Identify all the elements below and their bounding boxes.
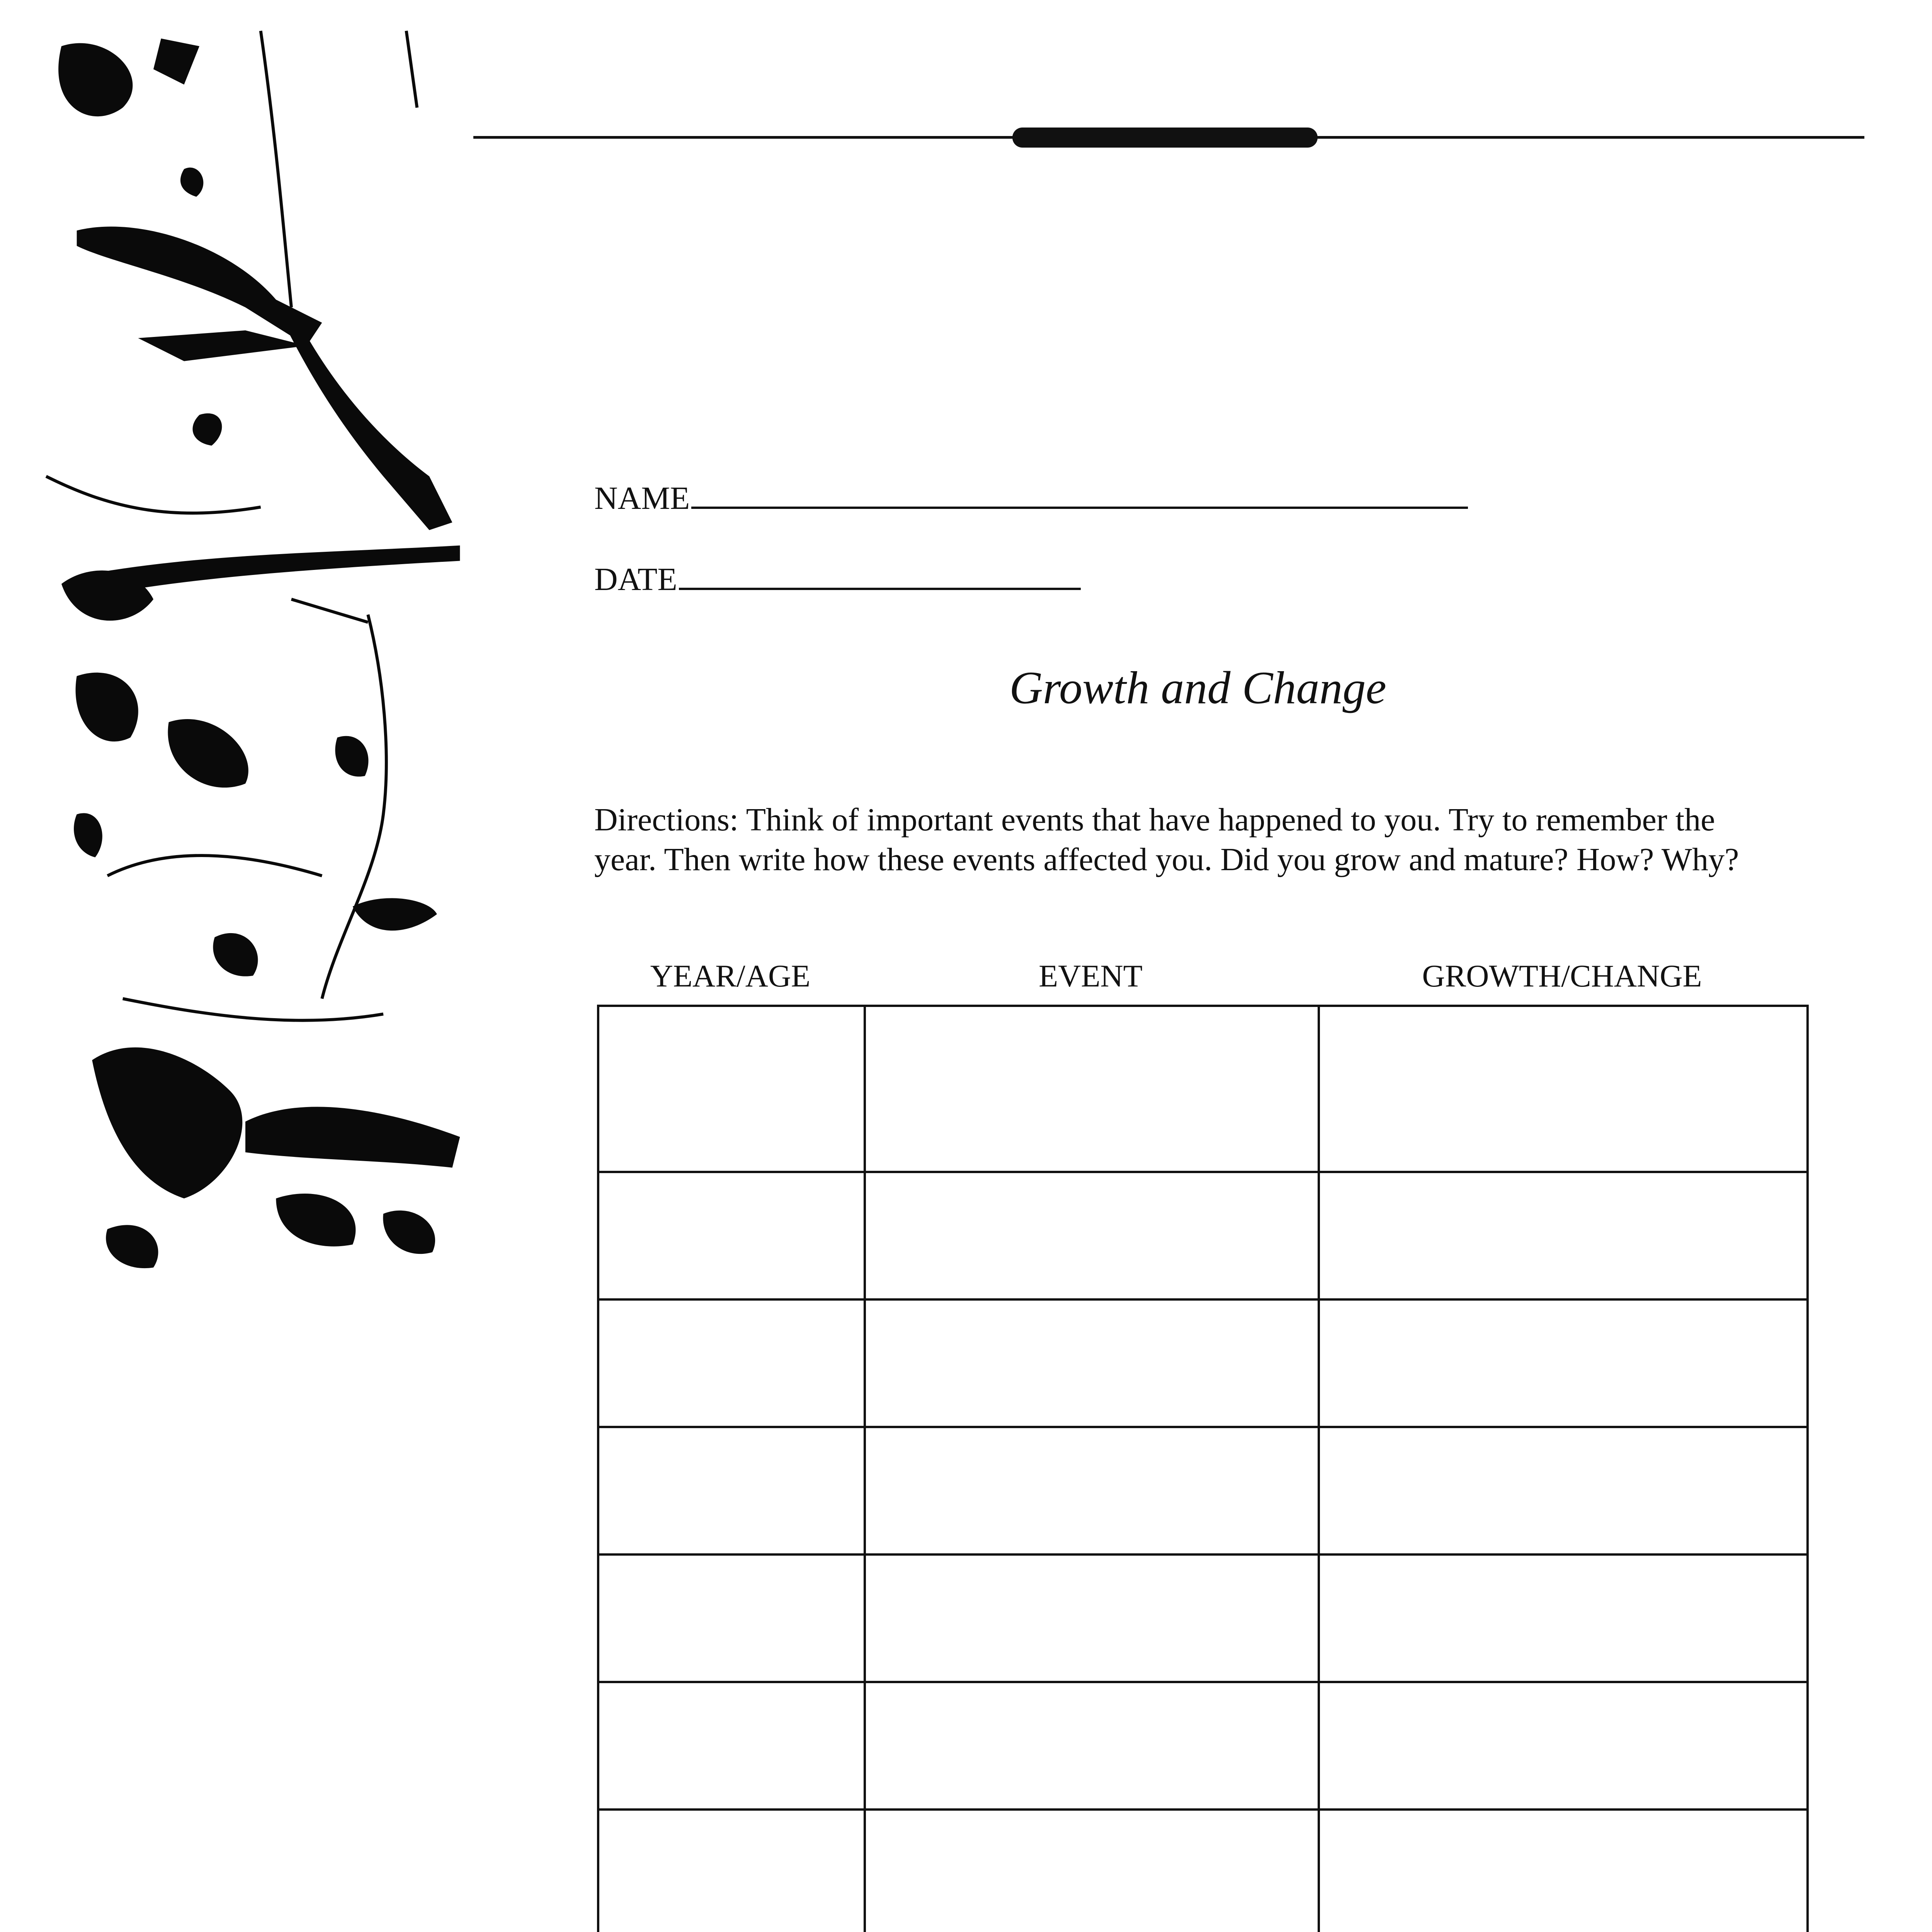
column-header-year-age: YEAR/AGE [650, 958, 811, 993]
events-table [597, 1005, 1809, 1932]
column-header-event: EVENT [1039, 958, 1143, 993]
table-row [598, 1554, 1808, 1682]
date-label: DATE [594, 561, 677, 597]
year-age-cell[interactable] [598, 1427, 865, 1554]
date-field [594, 563, 1081, 596]
table-row [598, 1682, 1808, 1810]
growth-change-cell[interactable] [1319, 1006, 1808, 1172]
year-age-cell[interactable] [598, 1554, 865, 1682]
year-age-cell[interactable] [598, 1006, 865, 1172]
year-age-cell[interactable] [598, 1299, 865, 1427]
growth-change-cell[interactable] [1319, 1554, 1808, 1682]
marble-texture-border [15, 15, 475, 1291]
table-row [598, 1172, 1808, 1299]
date-blank-line[interactable] [679, 565, 1081, 590]
name-blank-line[interactable] [691, 484, 1468, 509]
event-cell[interactable] [865, 1682, 1319, 1810]
growth-change-cell[interactable] [1319, 1172, 1808, 1299]
header-rule-accent [1012, 128, 1318, 148]
name-label: NAME [594, 480, 690, 516]
table-row [598, 1427, 1808, 1554]
year-age-cell[interactable] [598, 1810, 865, 1932]
table-row [598, 1299, 1808, 1427]
year-age-cell[interactable] [598, 1172, 865, 1299]
event-cell[interactable] [865, 1554, 1319, 1682]
worksheet-title: Growth and Change [1009, 662, 1386, 713]
table-row [598, 1810, 1808, 1932]
column-header-growth-change: GROWTH/CHANGE [1422, 958, 1702, 993]
name-field [594, 482, 1468, 515]
event-cell[interactable] [865, 1172, 1319, 1299]
growth-change-cell[interactable] [1319, 1427, 1808, 1554]
event-cell[interactable] [865, 1299, 1319, 1427]
event-cell[interactable] [865, 1427, 1319, 1554]
growth-change-cell[interactable] [1319, 1682, 1808, 1810]
table-row [598, 1006, 1808, 1172]
event-cell[interactable] [865, 1006, 1319, 1172]
event-cell[interactable] [865, 1810, 1319, 1932]
directions-text: Directions: Think of important events that have happened to you. Try to remember the year. Then write how these events affected you. Did you grow and mature? How? Why? [594, 802, 1739, 878]
growth-change-cell[interactable] [1319, 1810, 1808, 1932]
growth-change-cell[interactable] [1319, 1299, 1808, 1427]
year-age-cell[interactable] [598, 1682, 865, 1810]
